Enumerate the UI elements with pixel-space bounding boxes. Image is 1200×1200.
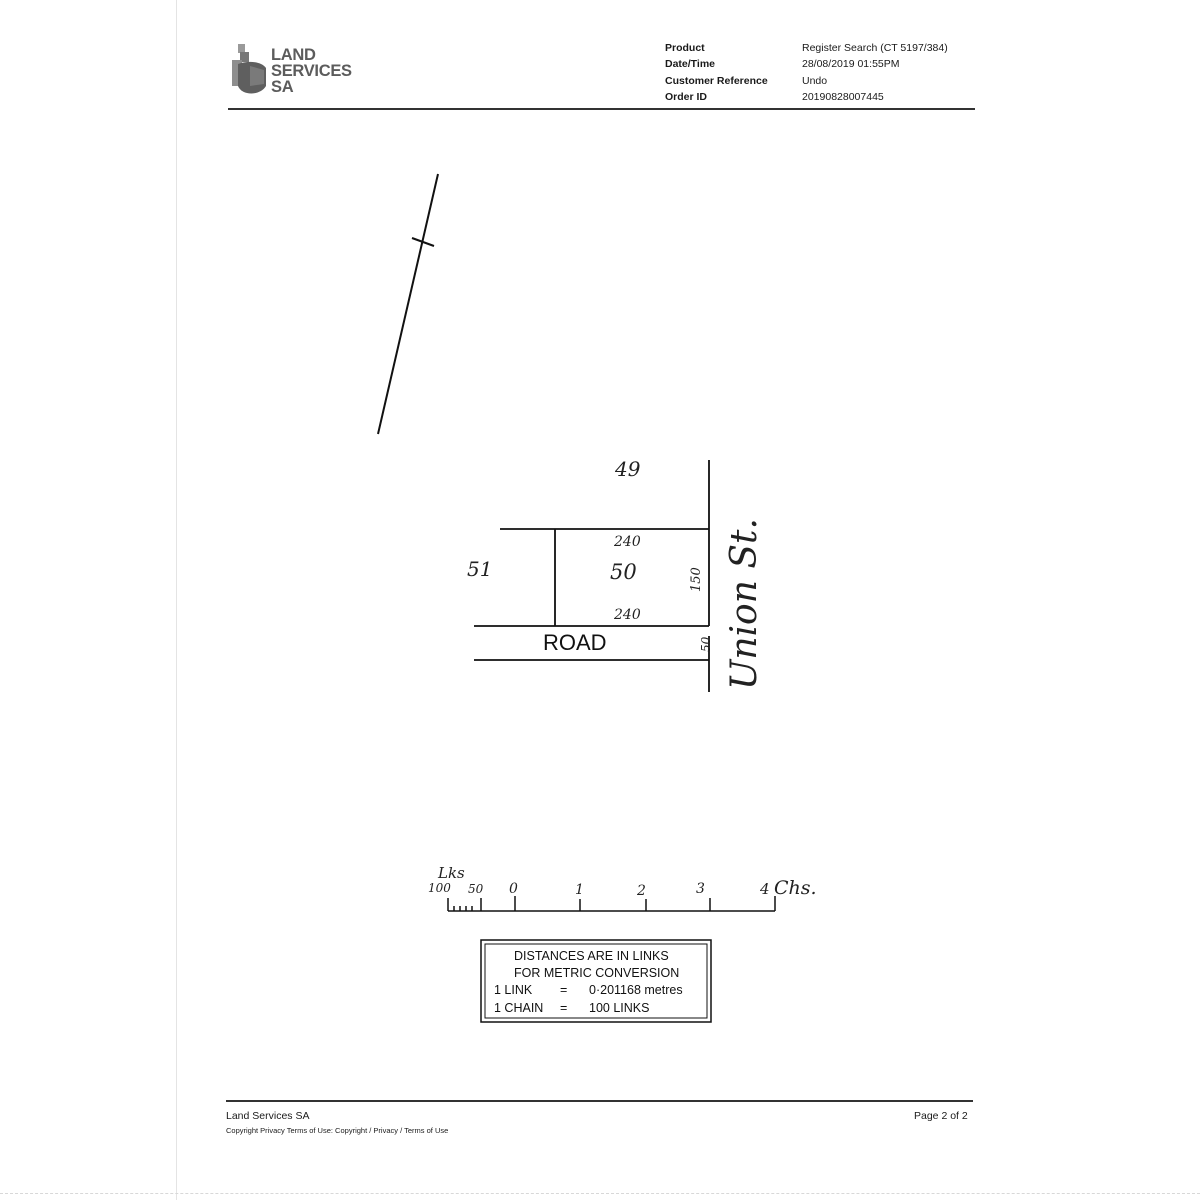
conversion-link-right: 0·201168 metres <box>589 983 683 997</box>
conversion-link-eq: = <box>560 983 568 997</box>
meta-value: Register Search (CT 5197/384) <box>802 42 948 54</box>
scale-chains-label: Chs. <box>774 877 817 899</box>
logo-line-3: SA <box>271 78 294 96</box>
conversion-line-2: FOR METRIC CONVERSION <box>514 966 680 980</box>
logo-line-1: LAND <box>271 46 316 64</box>
meta-label: Customer Reference <box>665 74 768 87</box>
road-label: ROAD <box>543 630 607 655</box>
scale-links-label: Lks <box>438 864 465 882</box>
lot-50-label: 50 <box>610 560 637 584</box>
scale-tick-1: 1 <box>575 882 584 898</box>
road-width-dimension: 50 <box>699 636 713 652</box>
meta-label: Date/Time <box>665 58 715 71</box>
scale-tick-100: 100 <box>428 881 451 895</box>
footer <box>226 1110 448 1135</box>
scale-tick-50: 50 <box>468 882 484 896</box>
scale-tick-2: 2 <box>637 883 646 899</box>
conversion-chain-left: 1 CHAIN <box>494 1001 544 1015</box>
meta-value: 28/08/2019 01:55PM <box>802 58 900 71</box>
footer-links[interactable]: Copyright Privacy Terms of Use: Copyright / Privacy / Terms of Use <box>226 1126 449 1135</box>
scale-bar <box>448 896 775 911</box>
conversion-chain-eq: = <box>560 1001 568 1015</box>
conversion-chain-right: 100 LINKS <box>589 1001 650 1015</box>
lot-51-label: 51 <box>467 557 493 581</box>
dimension-bottom: 240 <box>614 607 641 623</box>
dimension-east: 150 <box>689 567 704 592</box>
footer-divider <box>226 1100 973 1102</box>
dimension-top: 240 <box>614 534 641 550</box>
meta-value: Undo <box>802 74 828 87</box>
street-label: Union St. <box>724 518 765 690</box>
logo-line-2: SERVICES <box>271 62 352 80</box>
scale-tick-3: 3 <box>696 881 705 897</box>
scale-tick-0: 0 <box>509 881 518 897</box>
footer-organisation: Land Services SA <box>226 1110 310 1122</box>
parcel-boundaries <box>474 460 709 692</box>
north-arrow-line <box>378 174 438 434</box>
meta-label: Order ID <box>665 90 708 103</box>
meta-value: 20190828007445 <box>802 90 884 103</box>
conversion-line-1: DISTANCES ARE IN LINKS <box>514 949 669 963</box>
conversion-link-left: 1 LINK <box>494 983 533 997</box>
page-number: Page 2 of 2 <box>914 1110 968 1122</box>
meta-label: Product <box>665 42 705 54</box>
lot-49-label: 49 <box>615 457 641 481</box>
scale-tick-4: 4 <box>760 880 770 898</box>
